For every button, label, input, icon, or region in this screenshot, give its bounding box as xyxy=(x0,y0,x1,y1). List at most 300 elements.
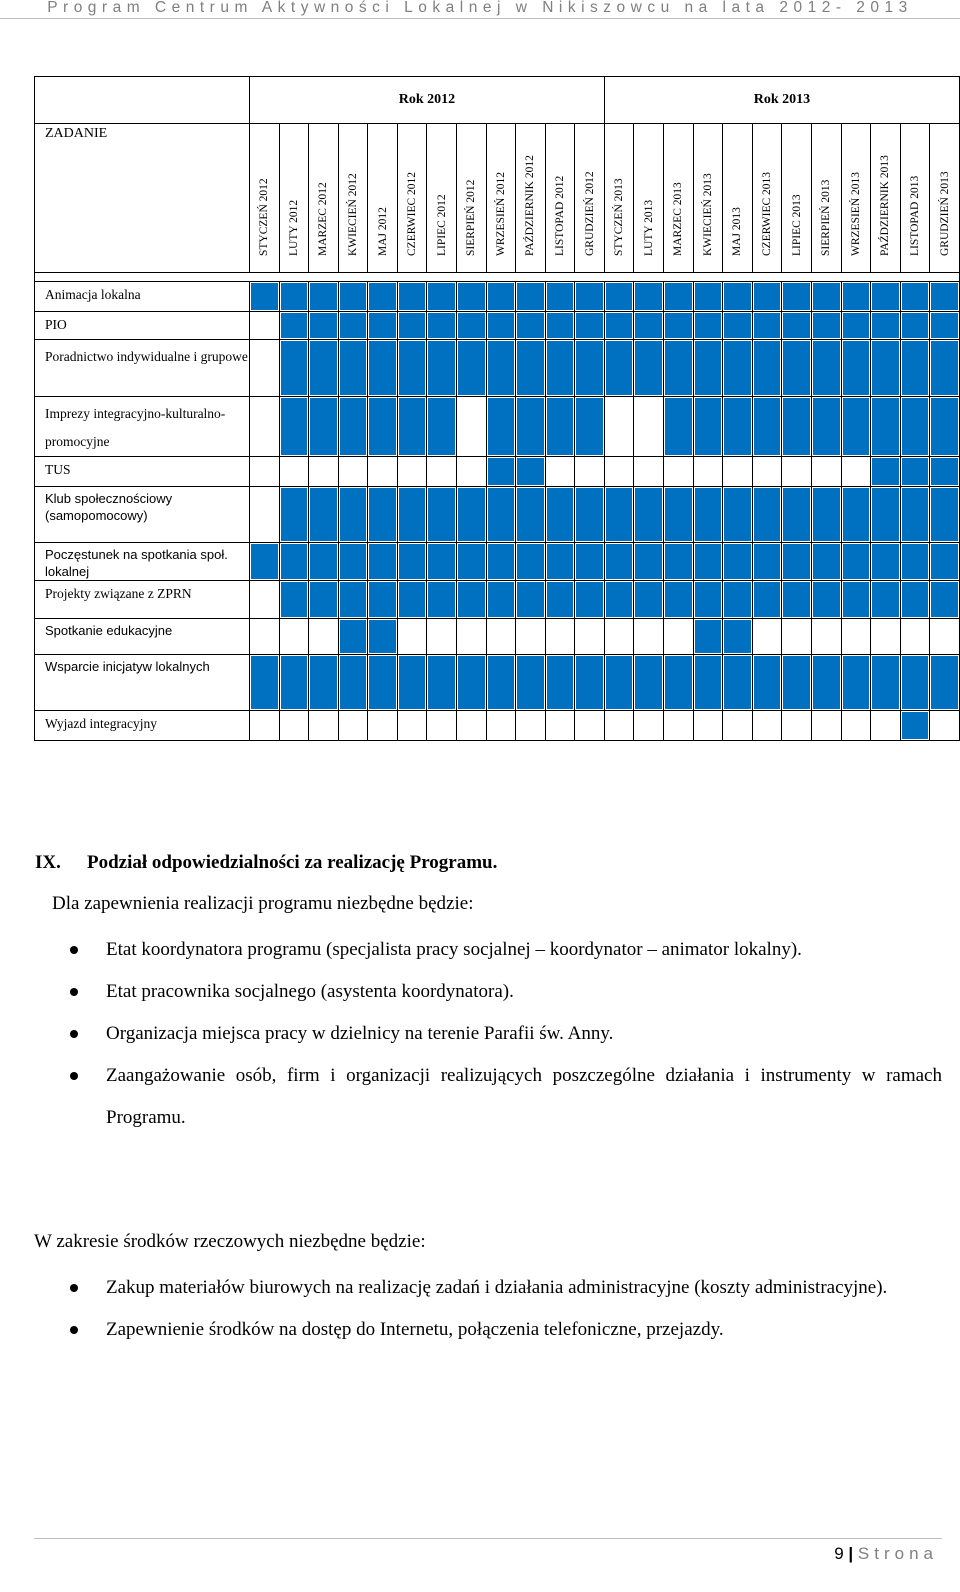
schedule-cell-active xyxy=(723,312,753,340)
schedule-cell-inactive xyxy=(900,619,930,655)
schedule-cell-active xyxy=(782,543,812,581)
task-row xyxy=(35,457,960,487)
corner-cell xyxy=(35,77,250,124)
month-header xyxy=(368,124,398,273)
schedule-cell-active xyxy=(693,487,723,543)
month-header xyxy=(279,124,309,273)
task-row xyxy=(35,619,960,655)
schedule-cell-active xyxy=(723,581,753,619)
schedule-cell-active xyxy=(309,581,339,619)
schedule-cell-inactive xyxy=(309,619,339,655)
list-item-text: Etat koordynatora programu (specjalista pracy socjalnej – koordynator – animator lokalny). xyxy=(106,939,802,960)
schedule-cell-inactive xyxy=(664,457,694,487)
task-name: Animacja lokalna xyxy=(35,282,250,312)
month-header xyxy=(782,124,812,273)
schedule-cell-active xyxy=(397,312,427,340)
month-header xyxy=(871,124,901,273)
schedule-cell-active xyxy=(693,340,723,397)
schedule-cell-active xyxy=(575,543,605,581)
schedule-cell-active xyxy=(664,655,694,711)
month-label: LUTY 2013 xyxy=(642,199,655,256)
schedule-cell-inactive xyxy=(693,457,723,487)
schedule-cell-active xyxy=(752,655,782,711)
schedule-cell-active xyxy=(516,312,546,340)
month-label: LISTOPAD 2013 xyxy=(908,175,921,256)
year-2013-header: Rok 2013 xyxy=(604,77,959,124)
schedule-cell-active xyxy=(930,581,960,619)
task-name: Klub społecznościowy (samopomocowy) xyxy=(35,487,250,543)
schedule-cell-active xyxy=(841,487,871,543)
header-divider xyxy=(0,18,960,19)
schedule-cell-active xyxy=(634,487,664,543)
schedule-cell-active xyxy=(900,487,930,543)
schedule-cell-active xyxy=(723,487,753,543)
schedule-cell-active xyxy=(338,581,368,619)
month-label: SIERPIEŃ 2012 xyxy=(465,179,478,256)
schedule-cell-inactive xyxy=(930,619,960,655)
material-intro: W zakresie środków rzeczowych niezbędne będzie: xyxy=(34,1231,426,1252)
schedule-cell-active xyxy=(427,487,457,543)
schedule-cell-active xyxy=(486,457,516,487)
schedule-cell-active xyxy=(309,282,339,312)
schedule-cell-inactive xyxy=(249,487,279,543)
schedule-cell-inactive xyxy=(930,711,960,741)
month-label: WRZESIEŃ 2012 xyxy=(494,171,507,256)
schedule-cell-active xyxy=(752,312,782,340)
task-name: Spotkanie edukacyjne xyxy=(35,619,250,655)
schedule-cell-inactive xyxy=(249,312,279,340)
schedule-cell-active xyxy=(516,397,546,457)
schedule-cell-active xyxy=(575,340,605,397)
month-label: CZERWIEC 2012 xyxy=(406,171,419,256)
schedule-cell-active xyxy=(545,282,575,312)
schedule-cell-active xyxy=(249,282,279,312)
schedule-cell-active xyxy=(368,581,398,619)
schedule-cell-active xyxy=(368,487,398,543)
schedule-cell-inactive xyxy=(811,619,841,655)
bullet-icon xyxy=(70,988,78,996)
schedule-cell-active xyxy=(841,312,871,340)
task-row xyxy=(35,543,960,581)
schedule-cell-inactive xyxy=(279,457,309,487)
schedule-cell-inactive xyxy=(545,711,575,741)
schedule-cell-active xyxy=(782,655,812,711)
schedule-cell-active xyxy=(693,282,723,312)
section-heading xyxy=(35,852,497,874)
schedule-cell-active xyxy=(900,543,930,581)
month-label: PAŹDZIERNIK 2013 xyxy=(879,155,892,256)
page-footer xyxy=(834,1544,938,1564)
schedule-cell-active xyxy=(368,543,398,581)
schedule-cell-active xyxy=(309,312,339,340)
schedule-cell-active xyxy=(279,543,309,581)
schedule-cell-active xyxy=(309,340,339,397)
month-header xyxy=(457,124,487,273)
schedule-cell-active xyxy=(575,312,605,340)
schedule-cell-active xyxy=(930,543,960,581)
schedule-cell-active xyxy=(279,487,309,543)
schedule-cell-active xyxy=(693,619,723,655)
schedule-cell-active xyxy=(368,619,398,655)
schedule-cell-active xyxy=(604,543,634,581)
schedule-cell-active xyxy=(309,655,339,711)
schedule-cell-active xyxy=(693,543,723,581)
schedule-cell-active xyxy=(811,487,841,543)
schedule-cell-inactive xyxy=(249,711,279,741)
schedule-cell-inactive xyxy=(516,711,546,741)
schedule-cell-active xyxy=(871,655,901,711)
schedule-cell-active xyxy=(871,457,901,487)
schedule-cell-active xyxy=(782,397,812,457)
schedule-cell-inactive xyxy=(604,711,634,741)
schedule-cell-inactive xyxy=(634,397,664,457)
month-label: MAJ 2013 xyxy=(731,207,744,256)
schedule-cell-inactive xyxy=(457,397,487,457)
task-row xyxy=(35,655,960,711)
section-title-text: Podział odpowiedzialności za realizację Programu. xyxy=(87,852,498,873)
schedule-cell-inactive xyxy=(457,711,487,741)
schedule-cell-active xyxy=(782,581,812,619)
page-number: 9 xyxy=(834,1544,844,1563)
schedule-cell-active xyxy=(811,581,841,619)
schedule-cell-inactive xyxy=(841,711,871,741)
schedule-cell-active xyxy=(516,282,546,312)
schedule-cell-active xyxy=(841,397,871,457)
footer-separator: | xyxy=(848,1544,854,1563)
schedule-cell-inactive xyxy=(368,711,398,741)
schedule-cell-inactive xyxy=(457,619,487,655)
schedule-cell-active xyxy=(279,340,309,397)
schedule-cell-active xyxy=(693,397,723,457)
schedule-cell-active xyxy=(930,457,960,487)
schedule-cell-active xyxy=(309,487,339,543)
schedule-cell-active xyxy=(871,282,901,312)
schedule-cell-active xyxy=(634,543,664,581)
schedule-cell-inactive xyxy=(397,457,427,487)
schedule-cell-active xyxy=(664,282,694,312)
schedule-cell-inactive xyxy=(871,711,901,741)
schedule-cell-active xyxy=(634,312,664,340)
month-header xyxy=(486,124,516,273)
schedule-cell-active xyxy=(338,543,368,581)
schedule-cell-active xyxy=(693,581,723,619)
staff-requirements-list xyxy=(70,929,942,1139)
schedule-cell-active xyxy=(900,457,930,487)
task-name: Wyjazd integracyjny xyxy=(35,711,250,741)
schedule-cell-active xyxy=(457,487,487,543)
month-label: CZERWIEC 2013 xyxy=(761,171,774,256)
month-header xyxy=(516,124,546,273)
schedule-cell-active xyxy=(249,655,279,711)
staff-intro: Dla zapewnienia realizacji programu niezbędne będzie: xyxy=(52,893,474,914)
task-row xyxy=(35,711,960,741)
schedule-cell-inactive xyxy=(841,457,871,487)
schedule-cell-active xyxy=(575,282,605,312)
schedule-cell-inactive xyxy=(575,457,605,487)
schedule-cell-active xyxy=(575,487,605,543)
schedule-cell-active xyxy=(486,340,516,397)
month-label: LUTY 2012 xyxy=(287,199,300,256)
footer-divider xyxy=(34,1538,942,1539)
schedule-cell-inactive xyxy=(545,457,575,487)
schedule-cell-active xyxy=(427,340,457,397)
schedule-cell-active xyxy=(841,655,871,711)
task-row xyxy=(35,340,960,397)
year-header-row xyxy=(35,77,960,124)
schedule-cell-active xyxy=(752,581,782,619)
schedule-cell-active xyxy=(723,340,753,397)
schedule-cell-inactive xyxy=(368,457,398,487)
schedule-cell-active xyxy=(930,487,960,543)
schedule-cell-active xyxy=(397,340,427,397)
schedule-cell-active xyxy=(338,312,368,340)
list-item xyxy=(70,1013,942,1055)
task-name: Projekty związane z ZPRN xyxy=(35,581,250,619)
month-header xyxy=(397,124,427,273)
schedule-cell-active xyxy=(900,581,930,619)
schedule-cell-active xyxy=(604,340,634,397)
schedule-cell-active xyxy=(752,487,782,543)
page-header xyxy=(0,0,960,20)
schedule-cell-active xyxy=(930,397,960,457)
schedule-cell-inactive xyxy=(249,340,279,397)
schedule-cell-active xyxy=(841,543,871,581)
schedule-cell-inactive xyxy=(634,619,664,655)
bullet-icon xyxy=(70,1284,78,1292)
schedule-cell-active xyxy=(545,581,575,619)
bullet-icon xyxy=(70,946,78,954)
task-rows xyxy=(35,282,960,741)
schedule-cell-active xyxy=(811,397,841,457)
schedule-cell-active xyxy=(457,581,487,619)
schedule-cell-active xyxy=(634,581,664,619)
task-name: PIO xyxy=(35,312,250,340)
schedule-cell-active xyxy=(516,340,546,397)
program-title: Program Centrum Aktywności Lokalnej w Nikiszowcu na lata 2012- 2013 xyxy=(47,0,913,16)
month-header xyxy=(693,124,723,273)
schedule-cell-active xyxy=(486,487,516,543)
schedule-cell-active xyxy=(900,282,930,312)
schedule-cell-active xyxy=(900,340,930,397)
schedule-cell-active xyxy=(368,655,398,711)
task-name: Poradnictwo indywidualne i grupowe xyxy=(35,340,250,397)
schedule-cell-active xyxy=(782,487,812,543)
schedule-cell-active xyxy=(516,487,546,543)
schedule-cell-inactive xyxy=(397,619,427,655)
schedule-cell-active xyxy=(604,655,634,711)
schedule-cell-active xyxy=(397,581,427,619)
list-item xyxy=(70,929,942,971)
schedule-cell-active xyxy=(279,581,309,619)
schedule-cell-active xyxy=(634,282,664,312)
schedule-cell-active xyxy=(841,581,871,619)
schedule-cell-inactive xyxy=(604,457,634,487)
schedule-cell-active xyxy=(871,487,901,543)
schedule-cell-active xyxy=(516,543,546,581)
schedule-cell-inactive xyxy=(338,711,368,741)
month-header xyxy=(930,124,960,273)
schedule-cell-active xyxy=(664,543,694,581)
schedule-cell-active xyxy=(457,312,487,340)
schedule-cell-active xyxy=(871,312,901,340)
schedule-cell-active xyxy=(486,655,516,711)
task-name: Imprezy integracyjno-kulturalno-promocyjne xyxy=(35,397,250,457)
month-header xyxy=(752,124,782,273)
schedule-cell-active xyxy=(930,312,960,340)
schedule-cell-active xyxy=(900,655,930,711)
schedule-cell-inactive xyxy=(457,457,487,487)
schedule-cell-inactive xyxy=(723,711,753,741)
list-item-text: Zapewnienie środków na dostęp do Internetu, połączenia telefoniczne, przejazdy. xyxy=(106,1319,724,1340)
schedule-cell-active xyxy=(664,312,694,340)
schedule-cell-active xyxy=(575,581,605,619)
schedule-cell-active xyxy=(811,340,841,397)
schedule-cell-inactive xyxy=(811,711,841,741)
month-label: KWIECIEŃ 2012 xyxy=(346,173,359,256)
year-2012-header: Rok 2012 xyxy=(249,77,604,124)
schedule-cell-active xyxy=(871,581,901,619)
schedule-cell-active xyxy=(752,282,782,312)
schedule-cell-inactive xyxy=(575,619,605,655)
task-name: TUS xyxy=(35,457,250,487)
schedule-cell-active xyxy=(427,312,457,340)
schedule-cell-active xyxy=(427,581,457,619)
schedule-cell-active xyxy=(249,543,279,581)
schedule-cell-inactive xyxy=(486,711,516,741)
schedule-cell-inactive xyxy=(427,711,457,741)
schedule-cell-inactive xyxy=(279,711,309,741)
schedule-cell-active xyxy=(811,543,841,581)
month-header xyxy=(723,124,753,273)
schedule-cell-inactive xyxy=(871,619,901,655)
month-label: LIPIEC 2013 xyxy=(790,194,803,256)
schedule-cell-active xyxy=(279,655,309,711)
schedule-cell-active xyxy=(338,655,368,711)
task-column-header xyxy=(35,124,250,273)
month-header xyxy=(841,124,871,273)
schedule-cell-active xyxy=(664,487,694,543)
schedule-cell-inactive xyxy=(752,711,782,741)
task-name: Wsparcie inicjatyw lokalnych xyxy=(35,655,250,711)
schedule-cell-inactive xyxy=(279,619,309,655)
schedule-table xyxy=(34,76,960,741)
schedule-cell-inactive xyxy=(309,711,339,741)
page-word: Strona xyxy=(857,1544,938,1563)
month-header xyxy=(427,124,457,273)
month-label: MARZEC 2012 xyxy=(317,182,330,256)
month-header xyxy=(604,124,634,273)
schedule-cell-active xyxy=(338,397,368,457)
schedule-cell-inactive xyxy=(693,711,723,741)
schedule-cell-active xyxy=(811,282,841,312)
schedule-cell-active xyxy=(397,282,427,312)
month-label: LIPIEC 2012 xyxy=(435,194,448,256)
schedule-cell-active xyxy=(516,581,546,619)
schedule-cell-active xyxy=(279,282,309,312)
schedule-cell-inactive xyxy=(249,619,279,655)
month-label: KWIECIEŃ 2013 xyxy=(701,173,714,256)
schedule-cell-inactive xyxy=(338,457,368,487)
schedule-cell-active xyxy=(693,655,723,711)
schedule-cell-active xyxy=(811,312,841,340)
task-row xyxy=(35,581,960,619)
schedule-cell-active xyxy=(604,282,634,312)
schedule-cell-inactive xyxy=(604,619,634,655)
task-row xyxy=(35,397,960,457)
schedule-cell-active xyxy=(486,543,516,581)
month-header xyxy=(249,124,279,273)
schedule-cell-active xyxy=(457,655,487,711)
schedule-cell-inactive xyxy=(841,619,871,655)
month-label: MARZEC 2013 xyxy=(672,182,685,256)
month-header xyxy=(900,124,930,273)
list-item xyxy=(70,1309,942,1351)
schedule-cell-active xyxy=(545,543,575,581)
schedule-cell-active xyxy=(397,655,427,711)
schedule-cell-inactive xyxy=(249,457,279,487)
schedule-cell-active xyxy=(457,543,487,581)
list-item-text: Zakup materiałów biurowych na realizację zadań i działania administracyjne (koszty administracyjne). xyxy=(106,1277,888,1298)
schedule-cell-active xyxy=(575,655,605,711)
material-requirements-list xyxy=(70,1267,942,1351)
schedule-cell-active xyxy=(634,655,664,711)
schedule-cell-active xyxy=(723,543,753,581)
schedule-cell-active xyxy=(841,282,871,312)
schedule-cell-active xyxy=(782,340,812,397)
schedule-cell-active xyxy=(723,619,753,655)
schedule-cell-inactive xyxy=(811,457,841,487)
schedule-cell-active xyxy=(397,543,427,581)
schedule-cell-active xyxy=(871,340,901,397)
schedule-cell-active xyxy=(545,397,575,457)
month-label: GRUDZIEŃ 2012 xyxy=(583,171,596,256)
schedule-cell-inactive xyxy=(575,711,605,741)
schedule-cell-active xyxy=(427,655,457,711)
schedule-cell-inactive xyxy=(634,711,664,741)
header-gap-row xyxy=(35,273,960,282)
task-header-label: ZADANIE xyxy=(45,126,108,141)
schedule-cell-active xyxy=(397,487,427,543)
schedule-cell-active xyxy=(871,543,901,581)
schedule-cell-active xyxy=(664,397,694,457)
schedule-cell-active xyxy=(752,543,782,581)
schedule-cell-active xyxy=(338,282,368,312)
schedule-cell-active xyxy=(900,711,930,741)
list-item-text: Etat pracownika socjalnego (asystenta koordynatora). xyxy=(106,981,514,1002)
schedule-cell-active xyxy=(486,397,516,457)
month-header xyxy=(634,124,664,273)
schedule-cell-active xyxy=(841,340,871,397)
schedule-cell-active xyxy=(279,397,309,457)
schedule-cell-active xyxy=(604,487,634,543)
schedule-cell-active xyxy=(693,312,723,340)
schedule-cell-active xyxy=(486,282,516,312)
month-label: STYCZEŃ 2013 xyxy=(613,178,626,256)
schedule-cell-inactive xyxy=(664,619,694,655)
schedule-cell-inactive xyxy=(249,581,279,619)
schedule-cell-active xyxy=(871,397,901,457)
schedule-cell-inactive xyxy=(516,619,546,655)
schedule-cell-active xyxy=(575,397,605,457)
schedule-cell-active xyxy=(604,312,634,340)
schedule-cell-active xyxy=(545,487,575,543)
task-name: Poczęstunek na spotkania społ. lokalnej xyxy=(35,543,250,581)
task-row xyxy=(35,312,960,340)
schedule-cell-active xyxy=(545,655,575,711)
schedule-cell-active xyxy=(457,282,487,312)
schedule-cell-active xyxy=(279,312,309,340)
list-item xyxy=(70,1267,942,1309)
